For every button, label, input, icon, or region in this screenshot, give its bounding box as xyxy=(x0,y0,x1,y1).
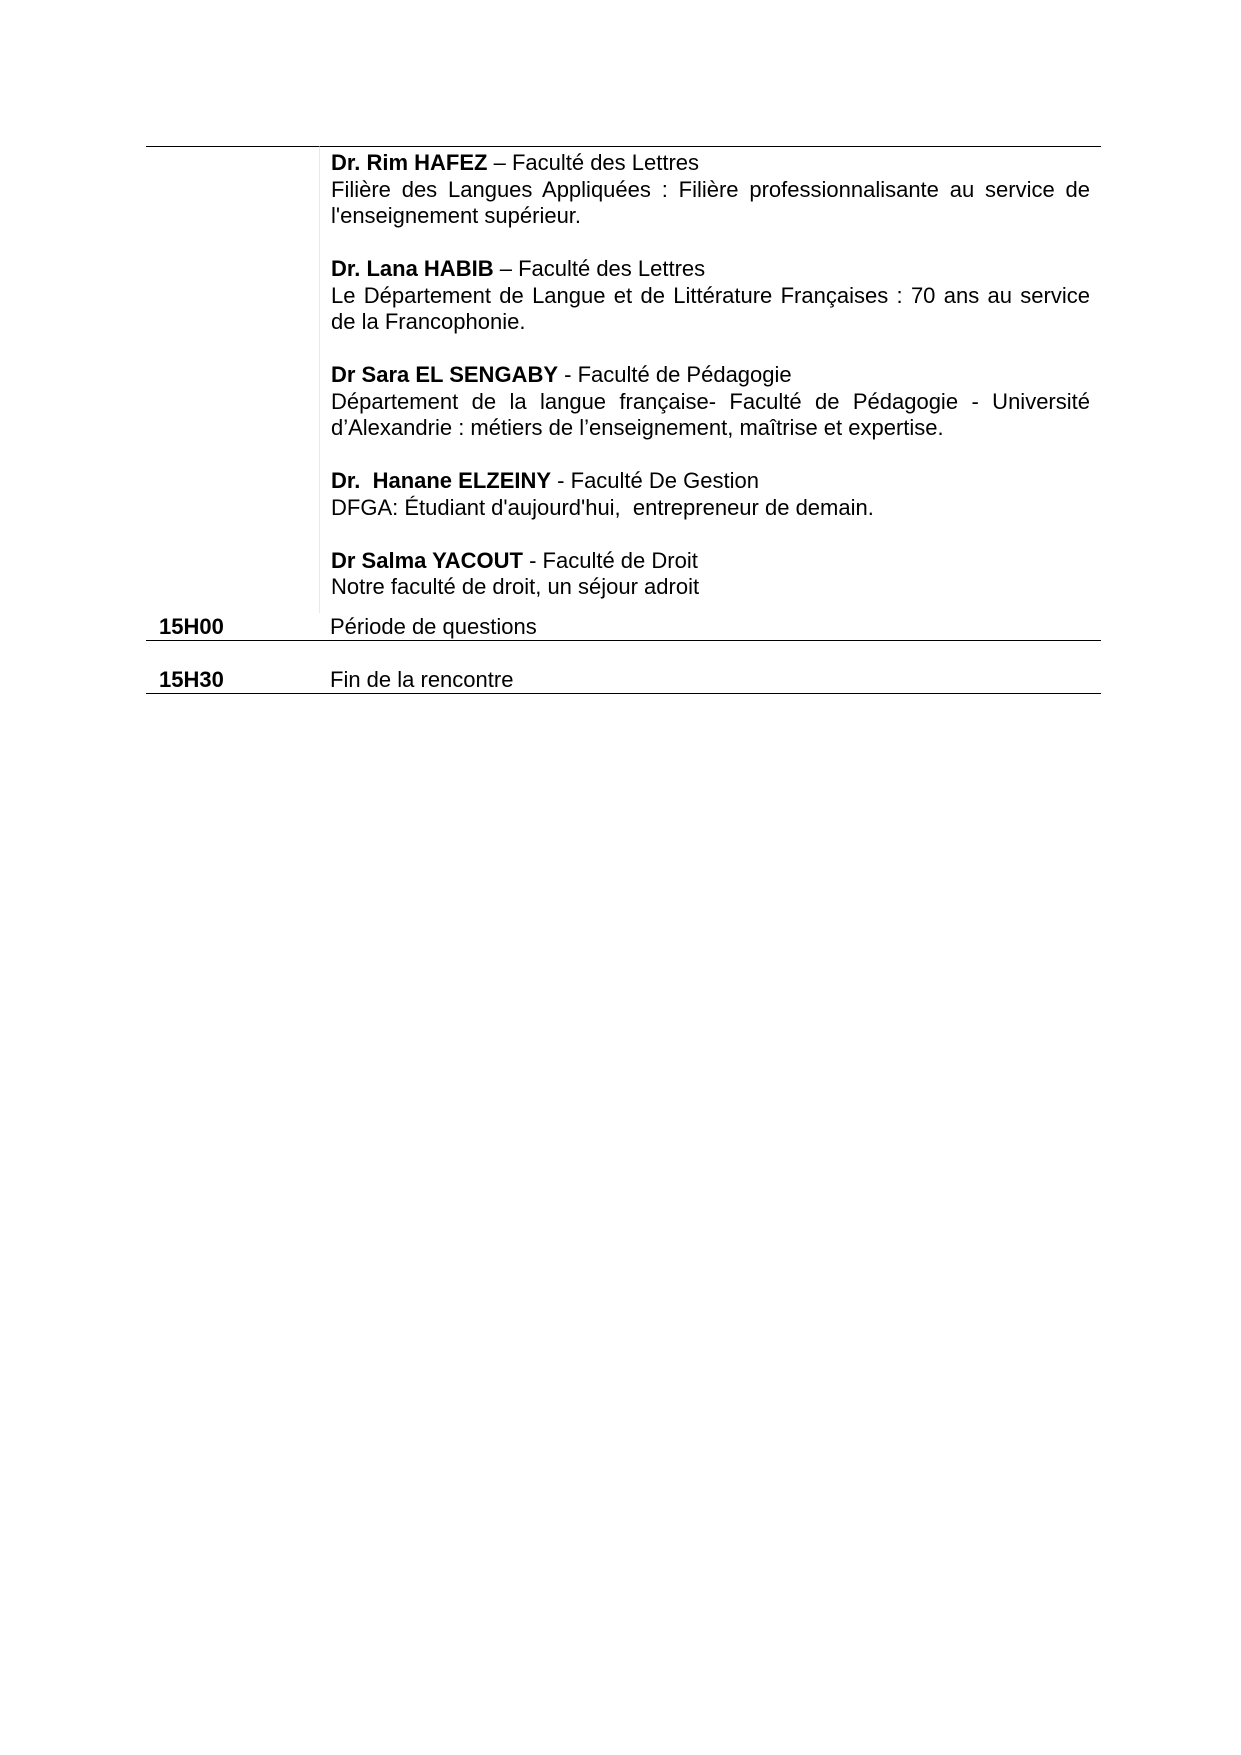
speaker-faculty: Faculté des Lettres xyxy=(518,256,706,281)
session-time: 15H30 xyxy=(159,666,224,692)
speaker-heading xyxy=(331,468,1090,495)
speaker-separator: - xyxy=(522,547,543,573)
speaker-heading xyxy=(331,548,1090,575)
session-label: Fin de la rencontre xyxy=(330,666,514,692)
speaker-faculty: Faculté De Gestion xyxy=(570,468,759,493)
speaker-separator: - xyxy=(551,468,571,493)
speaker-heading xyxy=(331,362,1090,389)
session-row-questions xyxy=(146,613,1101,641)
speaker-faculty: Faculté de Pédagogie xyxy=(577,362,792,387)
speaker-name: Dr. Lana HABIB xyxy=(331,256,494,281)
speaker-name: Dr. Hanane ELZEINY xyxy=(331,468,552,493)
speaker-faculty: Faculté de Droit xyxy=(542,547,698,573)
speakers-time-cell xyxy=(146,146,319,613)
speaker-faculty: Faculté des Lettres xyxy=(511,150,700,175)
session-label: Période de questions xyxy=(330,613,537,639)
speaker-talk-title: Le Département de Langue et de Littérature Françaises : 70 ans au service de la Francophonie. xyxy=(331,282,1090,334)
program-table xyxy=(146,146,1101,694)
speaker-name: Dr Salma YACOUT xyxy=(331,547,523,573)
speaker-entry xyxy=(331,548,1090,601)
speaker-separator: - xyxy=(558,362,578,387)
speaker-talk-title: Filière des Langues Appliquées : Filière professionnalisante au service de l'enseignement supérieur. xyxy=(331,176,1090,228)
speakers-row xyxy=(146,146,1101,613)
speaker-heading xyxy=(331,256,1090,283)
speaker-talk-title: Département de la langue française- Faculté de Pédagogie - Université d’Alexandrie : métiers de l’enseignement, maîtrise et expertise. xyxy=(331,388,1090,440)
speaker-entry xyxy=(331,256,1090,336)
speaker-entry xyxy=(331,468,1090,521)
speaker-separator: – xyxy=(487,150,512,175)
speaker-entry xyxy=(331,362,1090,442)
speaker-name: Dr Sara EL SENGABY xyxy=(331,362,559,387)
session-time: 15H00 xyxy=(159,613,224,639)
speaker-talk-title: Notre faculté de droit, un séjour adroit xyxy=(331,574,700,599)
speaker-name: Dr. Rim HAFEZ xyxy=(331,150,488,175)
session-row-end xyxy=(146,666,1101,694)
speaker-talk-title: DFGA: Étudiant d'aujourd'hui, entrepreneur de demain. xyxy=(331,494,874,520)
speaker-heading xyxy=(331,150,1090,177)
speaker-separator: – xyxy=(493,256,519,281)
speakers-cell xyxy=(319,146,1101,613)
speaker-entry xyxy=(331,150,1090,230)
